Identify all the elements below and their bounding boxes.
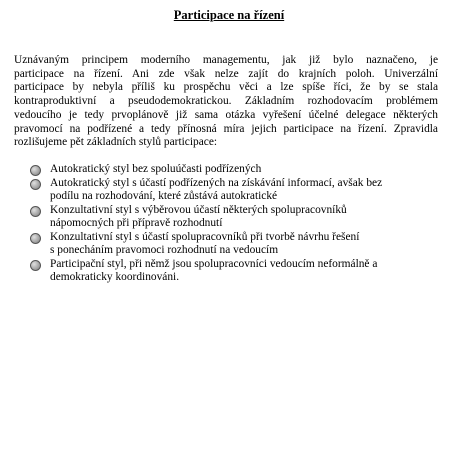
bullet-icon bbox=[30, 179, 41, 190]
list-item-line: Participační styl, při němž jsou spolupracovníci vedoucím neformálně a bbox=[50, 257, 378, 270]
participation-styles-list bbox=[30, 163, 440, 285]
list-item-text bbox=[30, 204, 440, 231]
paragraph-line: participace na řízení. Ani zde však nelze zajít do krajních poloh. Univerzální bbox=[14, 67, 438, 80]
page-title-text: Participace na řízení bbox=[173, 8, 285, 22]
bullet-icon bbox=[30, 233, 41, 244]
list-item-text bbox=[30, 163, 440, 177]
list-item bbox=[30, 177, 440, 204]
list-item-line: Autokratický styl s účastí podřízených na získávání informací, avšak bez bbox=[50, 176, 383, 189]
page-title bbox=[0, 7, 458, 23]
intro-paragraph bbox=[14, 54, 438, 150]
list-item-line: s ponecháním pravomoci rozhodnutí na vedoucím bbox=[50, 244, 279, 256]
paragraph-line: participace by nebyla příliš ku prospěchu věci a lze spíše říci, že by se stala bbox=[14, 81, 438, 94]
list-item bbox=[30, 163, 440, 177]
list-item-line: Autokratický styl bez spoluúčasti podřízených bbox=[50, 163, 262, 175]
paragraph-line: kontraproduktivní a pseudodemokratickou. Základním rozhodovacím problémem bbox=[14, 95, 438, 108]
paragraph-line: vedoucího je tedy prvoplánově již sama otázka vyřešení účelné delegace některých bbox=[14, 108, 438, 121]
paragraph-line: Uznávaným principem moderního managementu, jak již bylo naznačeno, je bbox=[14, 54, 438, 66]
list-item-line: Konzultativní styl s výběrovou účastí některých spolupracovníků bbox=[50, 203, 347, 216]
list-item-text bbox=[30, 231, 440, 258]
paragraph-line: rozlišujeme pět základních stylů participace: bbox=[14, 136, 218, 149]
bullet-icon bbox=[30, 260, 41, 271]
list-item bbox=[30, 204, 440, 231]
list-item-line: demokraticky koordinováni. bbox=[50, 271, 180, 283]
list-item-line: podílu na rozhodování, které zůstává autokratické bbox=[50, 190, 278, 202]
list-item-text bbox=[30, 177, 440, 204]
list-item-text bbox=[30, 258, 440, 285]
list-item bbox=[30, 231, 440, 258]
list-item-line: Konzultativní styl s účastí spolupracovníků při tvorbě návrhu řešení bbox=[50, 230, 360, 243]
list-item bbox=[30, 258, 440, 285]
list-item-line: nápomocných při přípravě rozhodnutí bbox=[50, 217, 223, 229]
bullet-icon bbox=[30, 206, 41, 217]
bullet-icon bbox=[30, 165, 41, 176]
paragraph-line: pravomocí na podřízené a tedy přínosná míra jejich participace na řízení. Zpravidla bbox=[14, 122, 438, 135]
